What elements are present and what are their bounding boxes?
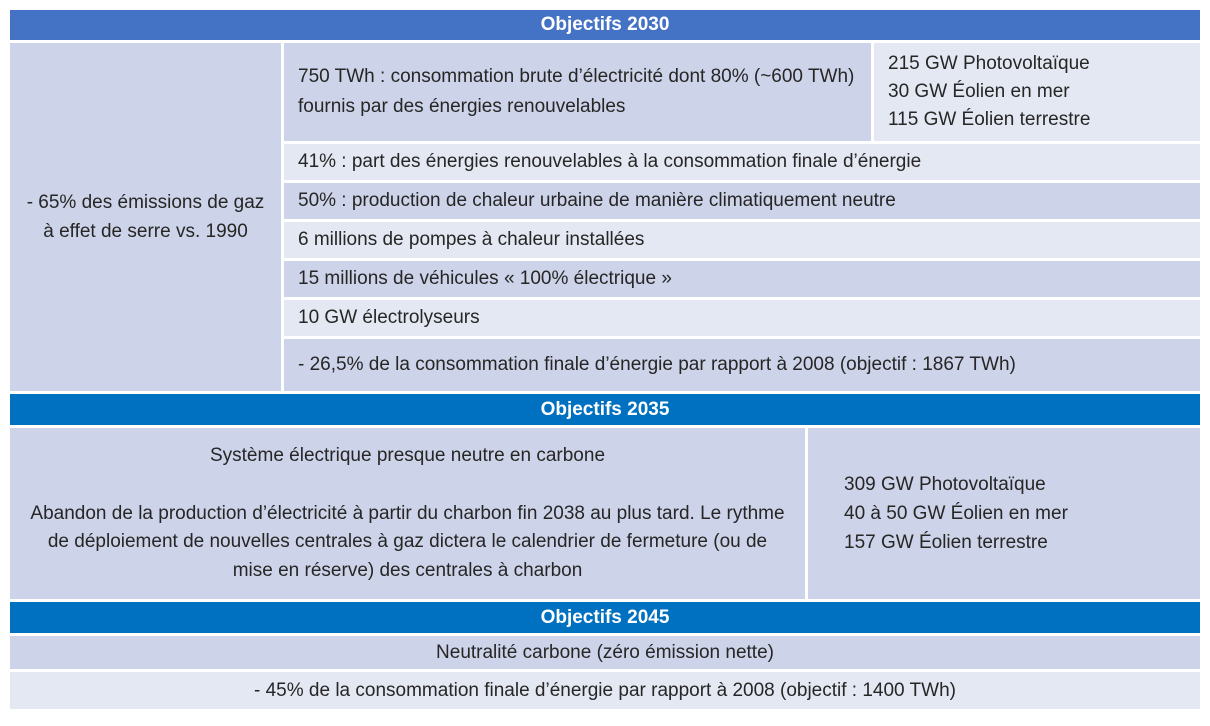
row-urban-heat — [284, 183, 1200, 219]
electric-vehicles-text: 15 millions de véhicules « 100% électrique » — [298, 268, 672, 289]
section-title-2045: Objectifs 2045 — [540, 606, 670, 628]
row-electrolysers — [284, 300, 1200, 336]
section-body-2035 — [10, 428, 1200, 599]
objectives-table — [10, 10, 1200, 709]
carbon-neutrality-text: Neutralité carbone (zéro émission nette) — [436, 641, 774, 663]
cell-electricity-consumption — [284, 43, 871, 141]
cell-carbon-neutral-system — [10, 428, 805, 599]
row-electricity — [284, 43, 1200, 141]
electricity-consumption-text: 750 TWh : consommation brute d’électricité dont 80% (~600 TWh) fournis par des énergies renouvelables — [298, 65, 855, 117]
final-energy-2030-text: - 26,5% de la consommation finale d’énergie par rapport à 2008 (objectif : 1867 TWh) — [298, 354, 1016, 375]
section-title-2035: Objectifs 2035 — [540, 398, 670, 420]
coal-phaseout-text: Abandon de la production d’électricité à partir du charbon fin 2038 au plus tard. Le rythme de déploiement de nouvelles centrales à gaz dictera le calendrier de fermeture (ou de mise en réserve) des centrales à charbon — [30, 502, 785, 581]
row-electric-vehicles — [284, 261, 1200, 297]
capacity-2030-offshore: 30 GW Éolien en mer — [888, 81, 1070, 102]
capacity-2035-pv: 309 GW Photovoltaïque — [844, 474, 1046, 495]
section-title-2030: Objectifs 2030 — [540, 14, 670, 35]
row-final-energy-2030 — [284, 339, 1200, 391]
capacity-2030-pv: 215 GW Photovoltaïque — [888, 53, 1090, 74]
carbon-neutral-system-text: Système électrique presque neutre en carbone — [209, 445, 606, 466]
row-renewables-share — [284, 144, 1200, 180]
row-carbon-neutrality — [10, 636, 1200, 669]
section-header-2035 — [10, 394, 1200, 425]
final-energy-2045-text: - 45% de la consommation finale d’énergie par rapport à 2008 (objectif : 1400 TWh) — [254, 679, 956, 701]
section-body-2030 — [10, 43, 1200, 391]
cell-capacity-2030 — [874, 43, 1200, 141]
row-heat-pumps — [284, 222, 1200, 258]
section-header-2030 — [10, 10, 1200, 40]
section-header-2045 — [10, 602, 1200, 633]
urban-heat-text: 50% : production de chaleur urbaine de manière climatiquement neutre — [298, 190, 896, 211]
electrolysers-text: 10 GW électrolyseurs — [298, 307, 480, 328]
capacity-2035-onshore: 157 GW Éolien terrestre — [844, 532, 1048, 553]
capacity-2030-onshore: 115 GW Éolien terrestre — [888, 109, 1091, 130]
cell-ghg-reduction — [10, 43, 281, 391]
renewables-share-text: 41% : part des énergies renouvelables à la consommation finale d’énergie — [298, 151, 922, 172]
heat-pumps-text: 6 millions de pompes à chaleur installées — [298, 229, 645, 250]
row-final-energy-2045 — [10, 672, 1200, 709]
rows-2030 — [284, 43, 1200, 391]
ghg-reduction-text: - 65% des émissions de gaz à effet de serre vs. 1990 — [26, 191, 265, 242]
capacity-2035-offshore: 40 à 50 GW Éolien en mer — [844, 503, 1068, 524]
cell-capacity-2035 — [808, 428, 1200, 599]
